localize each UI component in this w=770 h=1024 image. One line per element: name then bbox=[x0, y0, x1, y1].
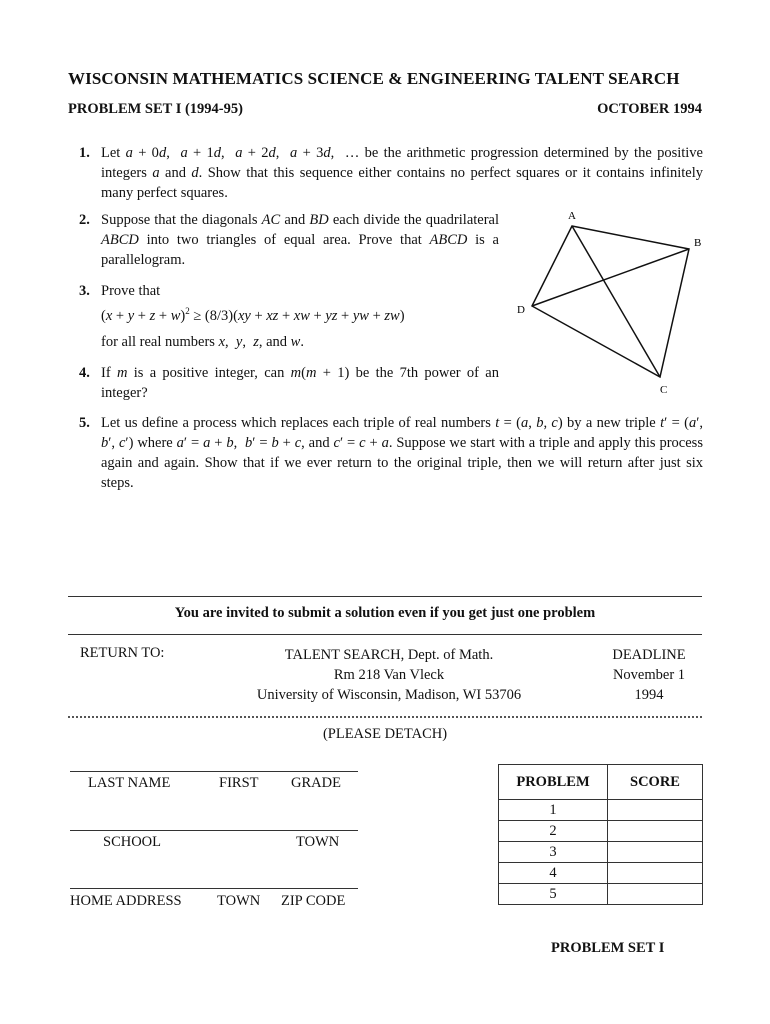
score-cell[interactable] bbox=[608, 821, 703, 842]
problem-5: 5. Let us define a process which replaces each triple of real numbers t = (a, b, c) by a new triple t′ = (a′, b′, c′) where a′ = a + b, b′ = b + c, and c′ = c + a. Suppose we start with a triple and apply this process again and again. Show that if we ever return to the original triple, then we will return after just six steps. bbox=[79, 415, 703, 491]
problem-1: 1. Let a + 0d, a + 1d, a + 2d, a + 3d, … be the arithmetic progression determined by the positive integers a and d. Show that this sequence either contains no perfect squares or it contains infinitely many perfect squares. bbox=[79, 145, 703, 201]
problem-number: 4. bbox=[79, 365, 90, 381]
problem-number: 1. bbox=[79, 145, 90, 161]
problem-3-condition: for all real numbers x, y, z, and w. bbox=[101, 334, 304, 350]
school-label: SCHOOL bbox=[103, 834, 162, 850]
problem-number-cell: 4 bbox=[499, 863, 608, 884]
problem-number-cell: 2 bbox=[499, 821, 608, 842]
grade-label: GRADE bbox=[291, 775, 341, 791]
return-address bbox=[220, 645, 558, 705]
address-line: TALENT SEARCH, Dept. of Math. bbox=[284, 647, 494, 663]
form-line bbox=[70, 888, 358, 889]
address-line: Rm 218 Van Vleck bbox=[333, 667, 445, 683]
deadline-date: November 1 bbox=[612, 667, 686, 683]
quadrilateral-figure bbox=[512, 205, 712, 400]
score-cell[interactable] bbox=[608, 842, 703, 863]
score-cell[interactable] bbox=[608, 863, 703, 884]
problem-header: PROBLEM bbox=[499, 765, 608, 800]
problem-number-cell: 5 bbox=[499, 884, 608, 905]
problem-3: 3. Prove that $(x + y + z + w)^2 \ge (8/3)(xy$ + xz + xw + yz + yw + zw) bbox=[79, 283, 405, 324]
invite-text: You are invited to submit a solution even if you get just one problem bbox=[174, 605, 596, 621]
table-row bbox=[499, 821, 703, 842]
problem-4: 4. If m is a positive integer, can m(m + 1) be the 7th power of an integer? bbox=[79, 365, 499, 401]
detach-line bbox=[68, 716, 702, 718]
problem-set-label: PROBLEM SET I (1994-95) bbox=[68, 101, 243, 117]
problem-number: 5. bbox=[79, 415, 90, 431]
deadline-label: DEADLINE bbox=[612, 647, 686, 663]
problem-number-cell: 3 bbox=[499, 842, 608, 863]
problem-2: 2. Suppose that the diagonals AC and BD each divide the quadrilateral ABCD into two triangles of equal area. Prove that ABCD is a parallelogram. bbox=[79, 212, 500, 268]
problem-number: 3. bbox=[79, 283, 90, 299]
vertex-label-c: C bbox=[660, 384, 668, 396]
vertex-label-d: D bbox=[517, 304, 525, 316]
zip-code-label: ZIP CODE bbox=[281, 893, 346, 909]
table-row bbox=[499, 800, 703, 821]
table-header-row bbox=[499, 765, 703, 800]
deadline-year: 1994 bbox=[634, 687, 664, 703]
quadrilateral-outline bbox=[532, 226, 689, 377]
return-to-label: RETURN TO: bbox=[80, 645, 165, 661]
form-line bbox=[70, 771, 358, 772]
score-cell[interactable] bbox=[608, 884, 703, 905]
score-table bbox=[498, 764, 703, 905]
footer-label: PROBLEM SET I bbox=[551, 940, 665, 956]
table-row bbox=[499, 863, 703, 884]
vertex-label-b: B bbox=[694, 237, 702, 249]
home-address-label: HOME ADDRESS bbox=[70, 893, 182, 909]
form-line bbox=[70, 830, 358, 831]
page-title: WISCONSIN MATHEMATICS SCIENCE & ENGINEERING TALENT SEARCH bbox=[68, 69, 680, 88]
score-header: SCORE bbox=[608, 765, 703, 800]
diagonal-ac bbox=[572, 226, 660, 377]
table-row bbox=[499, 842, 703, 863]
vertex-label-a: A bbox=[568, 210, 576, 222]
deadline-block bbox=[590, 645, 708, 705]
last-name-label: LAST NAME bbox=[88, 775, 171, 791]
first-label: FIRST bbox=[219, 775, 259, 791]
address-line: University of Wisconsin, Madison, WI 53706 bbox=[256, 687, 522, 703]
problem-number: 2. bbox=[79, 212, 90, 228]
divider bbox=[68, 596, 702, 597]
score-cell[interactable] bbox=[608, 800, 703, 821]
town-label: TOWN bbox=[296, 834, 340, 850]
problem-number-cell: 1 bbox=[499, 800, 608, 821]
divider bbox=[68, 634, 702, 635]
table-row bbox=[499, 884, 703, 905]
detach-label: (PLEASE DETACH) bbox=[322, 726, 448, 742]
home-town-label: TOWN bbox=[217, 893, 261, 909]
date-label: OCTOBER 1994 bbox=[597, 101, 702, 117]
